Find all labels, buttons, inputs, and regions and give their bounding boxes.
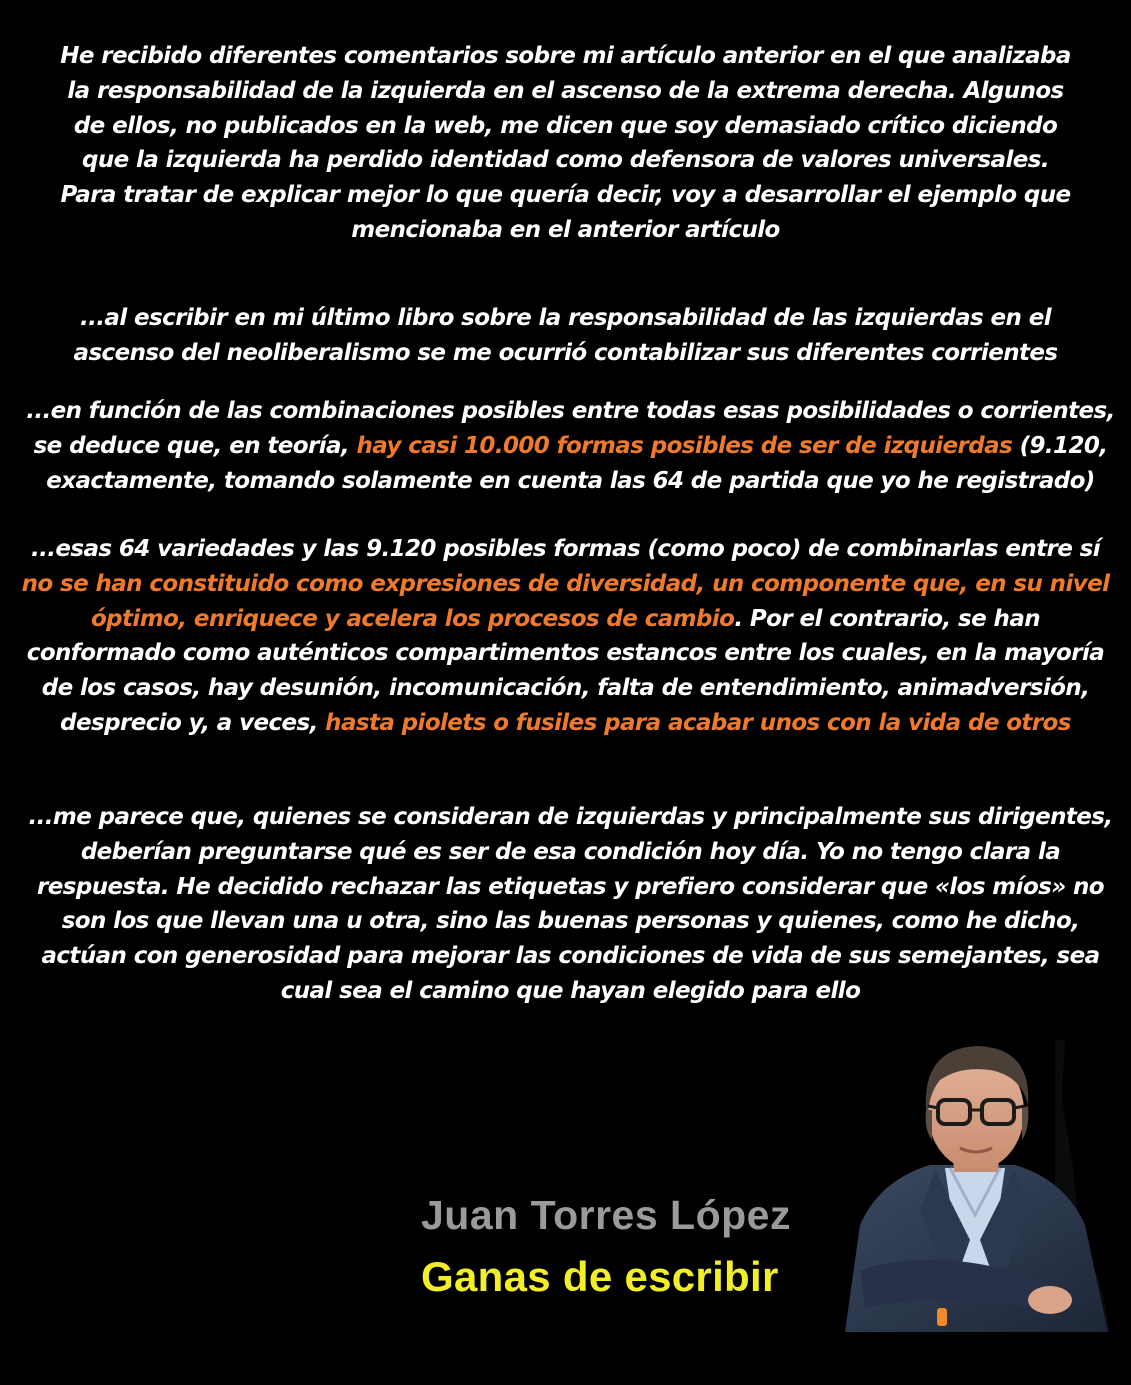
highlighted-text: hasta piolets o fusiles para acabar unos con la vida de otros <box>325 709 1071 736</box>
paragraph-quote-3 <box>14 532 1117 741</box>
author-portrait-photo <box>840 1040 1110 1332</box>
paragraph-text: ...esas 64 variedades y las 9.120 posibles formas (como poco) de combinarlas entre sí <box>30 536 1101 562</box>
paragraph-text: ...al escribir en mi último libro sobre la responsabilidad de las izquierdas en el ascenso del neoliberalismo se me ocurrió contabilizar sus diferentes corrientes <box>73 305 1058 366</box>
paragraph-text: ...en función de las combinaciones posibles entre todas esas posibilidades o corrientes, se deduce que, en teoría, <box>26 398 1115 459</box>
paragraph-text: He recibido diferentes comentarios sobre mi artículo anterior en el que analizaba la responsabilidad de la izquierda en el ascenso de la extrema derecha. Algunos de ellos, no publicados en la web, me dicen que soy demasiado crítico diciendo que la izquierda ha perdido identidad como defensora de valores universales. Para tratar de explicar mejor lo que quería decir, voy a desarrollar el ejemplo que mencionaba en el anterior artículo <box>60 43 1071 243</box>
paragraph-text: ...me parece que, quienes se consideran de izquierdas y principalmente sus dirigentes, deberían preguntarse qué es ser de esa condición hoy día. Yo no tengo clara la respuesta. He decidido rechazar las etiquetas y prefiero considerar que «los míos» no son los que llevan una u otra, sino las buenas personas y quienes, como he dicho, actúan con generosidad para mejorar las condiciones de vida de sus semejantes, sea cual sea el camino que hayan elegido para ello <box>28 804 1113 1004</box>
paragraph-text: (9.120, exactamente, tomando solamente en cuenta las 64 de partida que yo he registrado) <box>46 432 1108 494</box>
highlighted-text: hay casi 10.000 formas posibles de ser de izquierdas <box>356 432 1013 459</box>
paragraph-intro <box>60 39 1071 248</box>
paragraph-quote-4 <box>20 800 1121 1009</box>
paragraph-quote-1 <box>30 301 1101 371</box>
highlighted-text: no se han constituido como expresiones de diversidad, un componente que, en su nivel óptimo, enriquece y acelera los procesos de cambio <box>21 570 1110 632</box>
brand-tagline: Ganas de escribir <box>421 1253 779 1300</box>
paragraph-quote-2 <box>20 394 1121 498</box>
author-name: Juan Torres López <box>421 1192 791 1238</box>
paragraph-text: . Por el contrario, se han conformado como auténticos compartimentos estancos entre los cuales, en la mayoría de los casos, hay desunión, incomunicación, falta de entendimiento, animadversión, desprecio y, a veces, <box>26 605 1105 736</box>
